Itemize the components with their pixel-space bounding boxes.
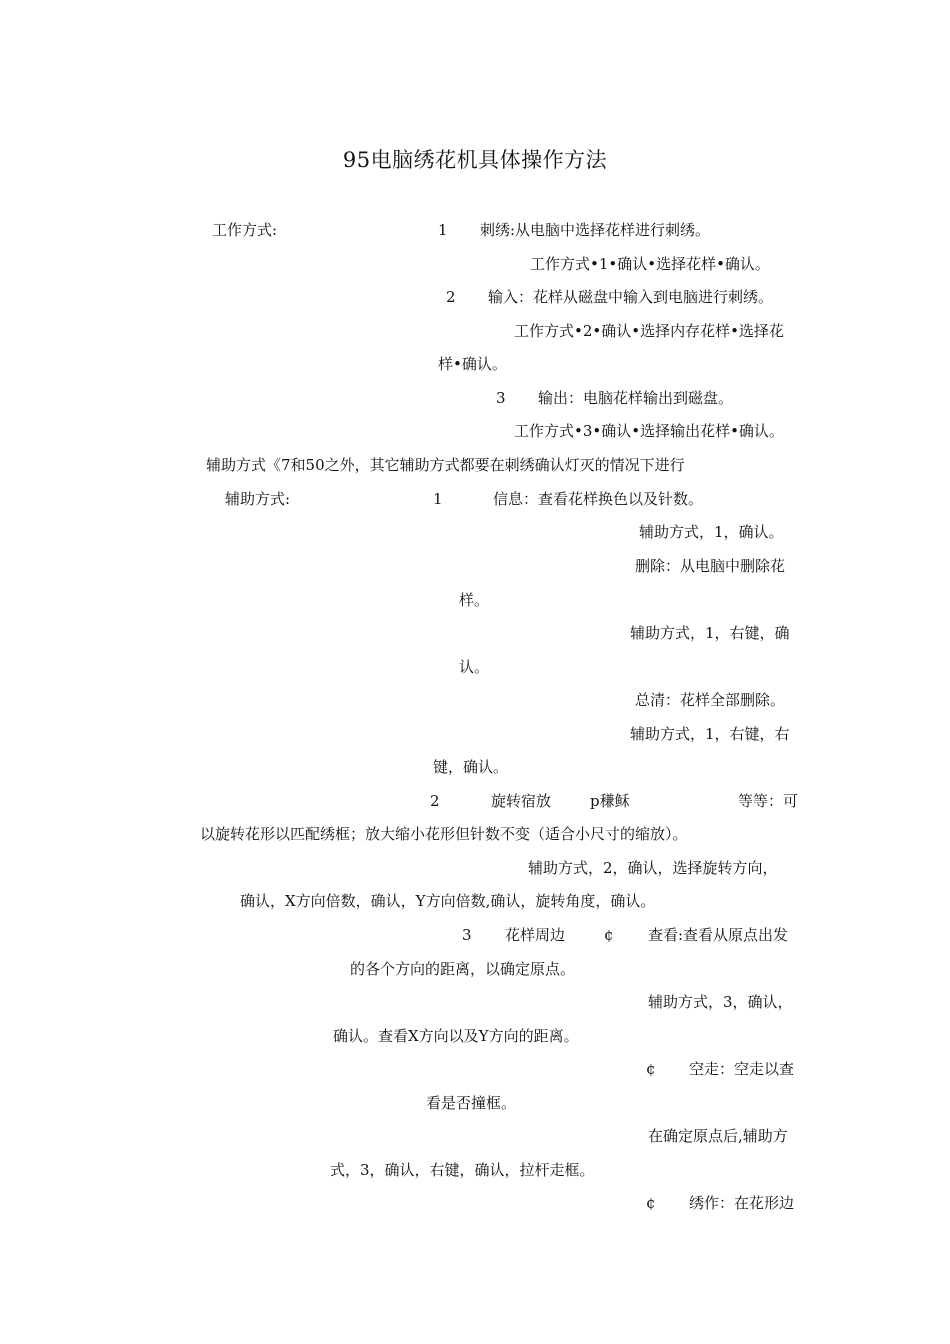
text-line: 辅助方式，1，右键，确 (630, 624, 790, 642)
text-line: 工作方式•1•确认•选择花样•确认。 (530, 255, 770, 273)
text-line: 的各个方向的距离，以确定原点。 (350, 960, 576, 978)
text-line: 键，确认。 (433, 758, 509, 776)
text-line: 刺绣:从电脑中选择花样进行刺绣。 (480, 221, 711, 239)
text-line: 查看:查看从原点出发 (648, 926, 789, 944)
text-line: 以旋转花形以匹配绣框；放大缩小花形但针数不变（适合小尺寸的缩放）。 (200, 825, 688, 843)
text-line: 认。 (459, 658, 490, 676)
text-line: 等等：可 (738, 792, 799, 810)
text-line: 样•确认。 (438, 355, 507, 373)
text-line: 花样周边 (505, 926, 566, 944)
text-line: 看是否撞框。 (426, 1094, 517, 1112)
text-line: 输入：花样从磁盘中输入到电脑进行刺绣。 (488, 288, 774, 306)
text-line: 辅助方式，1，确认。 (639, 523, 784, 541)
text-line: 信息：查看花样换色以及针数。 (493, 490, 704, 508)
item-number: 3 (496, 389, 506, 407)
text-line: 总清：花样全部删除。 (635, 691, 786, 709)
text-line: 样。 (459, 591, 490, 609)
bullet-symbol: ¢ (646, 1194, 656, 1212)
item-number: 1 (438, 221, 448, 239)
text-line: 确认，X方向倍数，确认，Y方向倍数,确认，旋转角度，确认。 (240, 892, 656, 910)
text-line: 旋转宿放 (491, 792, 552, 810)
text-line: 在确定原点后,辅助方 (648, 1127, 788, 1145)
text-line: 空走：空走以查 (689, 1060, 795, 1078)
text-line: 绣作：在花形边 (689, 1194, 795, 1212)
text-line: 工作方式•3•确认•选择输出花样•确认。 (514, 422, 784, 440)
text-line: 工作方式•2•确认•选择内存花样•选择花 (514, 322, 784, 340)
text-line: p稴稣 (590, 792, 630, 810)
text-line: 工作方式: (212, 221, 278, 239)
text-line: 辅助方式，3，确认， (648, 993, 793, 1011)
bullet-symbol: ¢ (604, 926, 614, 944)
document-title: 95电脑绣花机具体操作方法 (342, 148, 608, 172)
text-line: 输出：电脑花样输出到磁盘。 (538, 389, 734, 407)
item-number: 3 (462, 926, 472, 944)
text-line: 辅助方式，2，确认，选择旋转方向， (528, 859, 778, 877)
bullet-symbol: ¢ (646, 1060, 656, 1078)
text-line: 确认。查看X方向以及Y方向的距离。 (333, 1027, 579, 1045)
text-line: 辅助方式，1，右键，右 (630, 725, 790, 743)
text-line: 辅助方式: (225, 490, 291, 508)
item-number: 1 (433, 490, 443, 508)
item-number: 2 (446, 288, 456, 306)
text-line: 删除：从电脑中删除花 (635, 557, 786, 575)
text-line: 辅助方式《7和50之外，其它辅助方式都要在刺绣确认灯灭的情况下进行 (206, 456, 685, 474)
item-number: 2 (430, 792, 440, 810)
text-line: 式，3，确认，右键，确认，拉杆走框。 (330, 1161, 595, 1179)
